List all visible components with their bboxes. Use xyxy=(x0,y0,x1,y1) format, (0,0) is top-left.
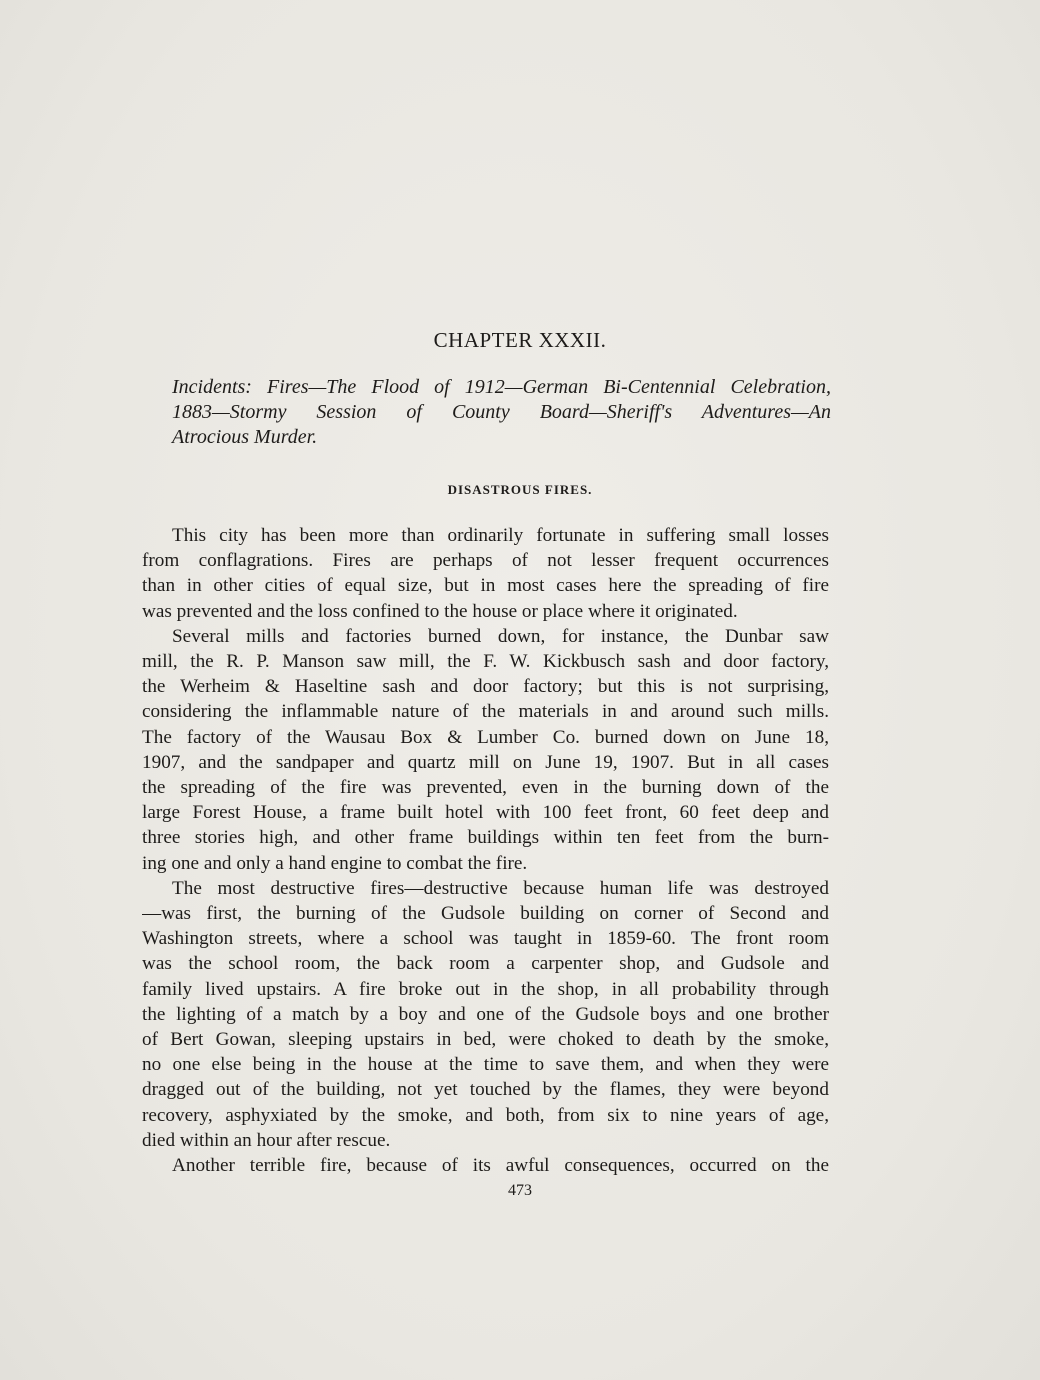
text-line: was prevented and the loss confined to the house or place where it originated. xyxy=(142,600,738,622)
text-line: —was first, the burning of the Gudsole building on corner of Second and xyxy=(142,903,829,925)
text-line: considering the inflammable nature of the materials in and around such mills. xyxy=(142,701,829,723)
text-line: of Bert Gowan, sleeping upstairs in bed, were choked to death by the smoke, xyxy=(142,1029,829,1051)
text-line: Several mills and factories burned down, for instance, the Dunbar saw xyxy=(172,625,829,647)
synopsis-line: 1883—Stormy Session of County Board—Sheriff's Adventures—An xyxy=(172,401,831,423)
synopsis-line: Incidents: Fires—The Flood of 1912—German Bi-Centennial Celebration, xyxy=(172,376,831,398)
text-line: This city has been more than ordinarily fortunate in suffering small losses xyxy=(172,525,829,546)
text-line: three stories high, and other frame buildings within ten feet from the burn- xyxy=(142,827,829,849)
section-heading: DISASTROUS FIRES. xyxy=(447,482,593,497)
text-line: family lived upstairs. A fire broke out in the shop, in all probability through xyxy=(142,978,829,1000)
text-line: no one else being in the house at the time to save them, and when they were xyxy=(142,1054,829,1076)
body-text xyxy=(142,523,829,1178)
text-line: than in other cities of equal size, but in most cases here the spreading of fire xyxy=(142,575,829,597)
text-line: the spreading of the fire was prevented, even in the burning down of the xyxy=(142,777,829,799)
text-line: died within an hour after rescue. xyxy=(142,1129,391,1151)
text-line: The factory of the Wausau Box & Lumber Co. burned down on June 18, xyxy=(142,726,829,748)
text-line: Another terrible fire, because of its awful consequences, occurred on the xyxy=(172,1155,829,1177)
synopsis-line: Atrocious Murder. xyxy=(172,426,318,448)
text-line: 1907, and the sandpaper and quartz mill on June 19, 1907. But in all cases xyxy=(142,751,829,773)
text-line: dragged out of the building, not yet touched by the flames, they were beyond xyxy=(142,1079,829,1101)
text-line: ing one and only a hand engine to combat the fire. xyxy=(142,852,528,874)
text-line: mill, the R. P. Manson saw mill, the F. W. Kickbusch sash and door factory, xyxy=(142,651,829,673)
chapter-synopsis xyxy=(172,375,831,450)
text-line: large Forest House, a frame built hotel with 100 feet front, 60 feet deep and xyxy=(142,802,829,824)
chapter-title: CHAPTER XXXII. xyxy=(433,328,607,352)
text-line: the Werheim & Haseltine sash and door factory; but this is not surprising, xyxy=(142,676,829,698)
text-line: the lighting of a match by a boy and one of the Gudsole boys and one brother xyxy=(142,1003,829,1025)
text-line: from conflagrations. Fires are perhaps of not lesser frequent occurrences xyxy=(142,550,829,572)
text-line: recovery, asphyxiated by the smoke, and both, from six to nine years of age, xyxy=(142,1104,829,1126)
text-line: Washington streets, where a school was taught in 1859-60. The front room xyxy=(142,928,829,950)
text-line: The most destructive fires—destructive because human life was destroyed xyxy=(172,877,829,899)
text-line: was the school room, the back room a carpenter shop, and Gudsole and xyxy=(142,953,829,975)
page-number: 473 xyxy=(508,1182,532,1199)
